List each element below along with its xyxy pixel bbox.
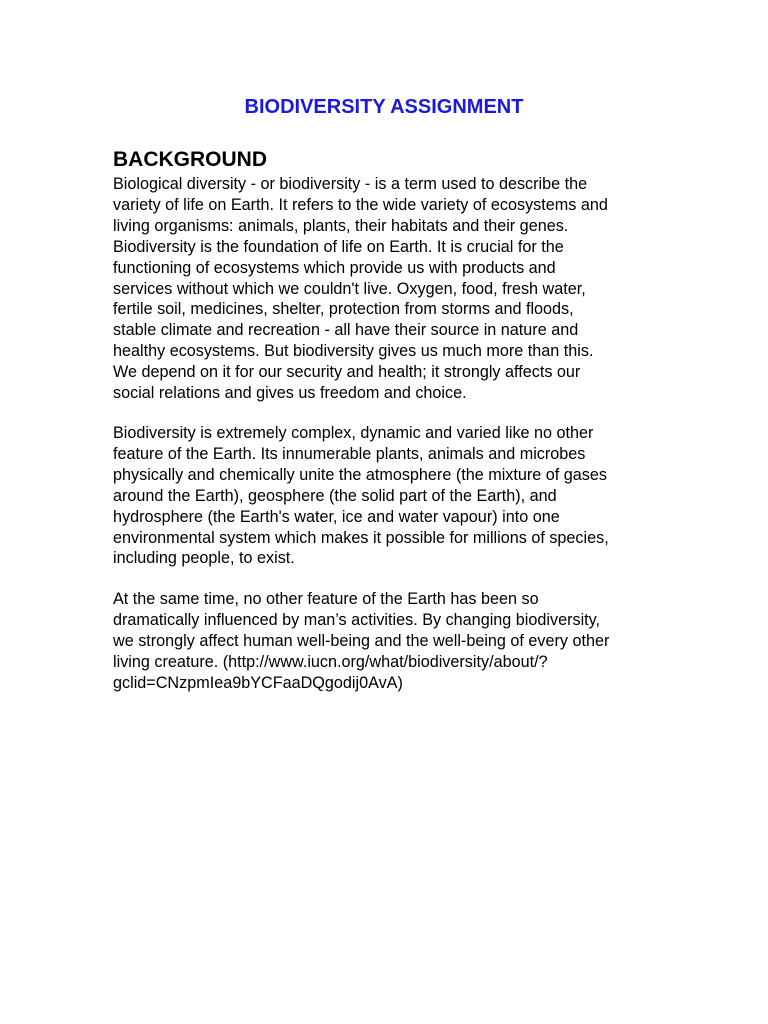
paragraph-line: living creature. (http://www.iucn.org/what/biodiversity/about/? bbox=[113, 652, 548, 671]
paragraph-line: social relations and gives us freedom and choice. bbox=[113, 384, 467, 403]
paragraph-line: environmental system which makes it possible for millions of species, bbox=[113, 528, 609, 547]
paragraph-line: functioning of ecosystems which provide us with products and bbox=[113, 258, 556, 277]
paragraph-line: fertile soil, medicines, shelter, protection from storms and floods, bbox=[113, 300, 574, 319]
paragraph-line: we strongly affect human well-being and the well-being of every other bbox=[113, 631, 610, 650]
paragraph-line: dramatically influenced by man’s activities. By changing biodiversity, bbox=[113, 610, 601, 629]
paragraph-line: feature of the Earth. Its innumerable plants, animals and microbes bbox=[113, 444, 586, 463]
paragraph-line: physically and chemically unite the atmosphere (the mixture of gases bbox=[113, 465, 607, 484]
paragraph-line: stable climate and recreation - all have their source in nature and bbox=[113, 321, 579, 340]
paragraph-line: healthy ecosystems. But biodiversity gives us much more than this. bbox=[113, 342, 594, 361]
paragraph-line: around the Earth), geosphere (the solid part of the Earth), and bbox=[113, 486, 557, 505]
source-link-text: gclid=CNzpmIea9bYCFaaDQgodij0AvA) bbox=[113, 673, 403, 692]
section-heading-background: BACKGROUND bbox=[113, 148, 267, 171]
paragraph-line: including people, to exist. bbox=[113, 549, 295, 568]
paragraph-line: hydrosphere (the Earth's water, ice and water vapour) into one bbox=[113, 507, 560, 526]
paragraph-line: We depend on it for our security and health; it strongly affects our bbox=[113, 363, 581, 382]
paragraph-line: At the same time, no other feature of the Earth has been so bbox=[113, 590, 539, 608]
paragraph-line: living organisms: animals, plants, their habitats and their genes. bbox=[113, 216, 569, 235]
paragraph-1 bbox=[113, 174, 658, 404]
paragraph-line: Biological diversity - or biodiversity - is a term used to describe the bbox=[113, 175, 588, 193]
document-title: BIODIVERSITY ASSIGNMENT bbox=[244, 96, 524, 118]
paragraph-line: variety of life on Earth. It refers to the wide variety of ecosystems and bbox=[113, 195, 608, 214]
paragraph-line: Biodiversity is the foundation of life on Earth. It is crucial for the bbox=[113, 237, 564, 256]
paragraph-line: services without which we couldn't live. Oxygen, food, fresh water, bbox=[113, 279, 586, 298]
paragraph-line: Biodiversity is extremely complex, dynamic and varied like no other bbox=[113, 424, 594, 442]
paragraph-3 bbox=[113, 589, 658, 694]
paragraph-2 bbox=[113, 423, 658, 569]
